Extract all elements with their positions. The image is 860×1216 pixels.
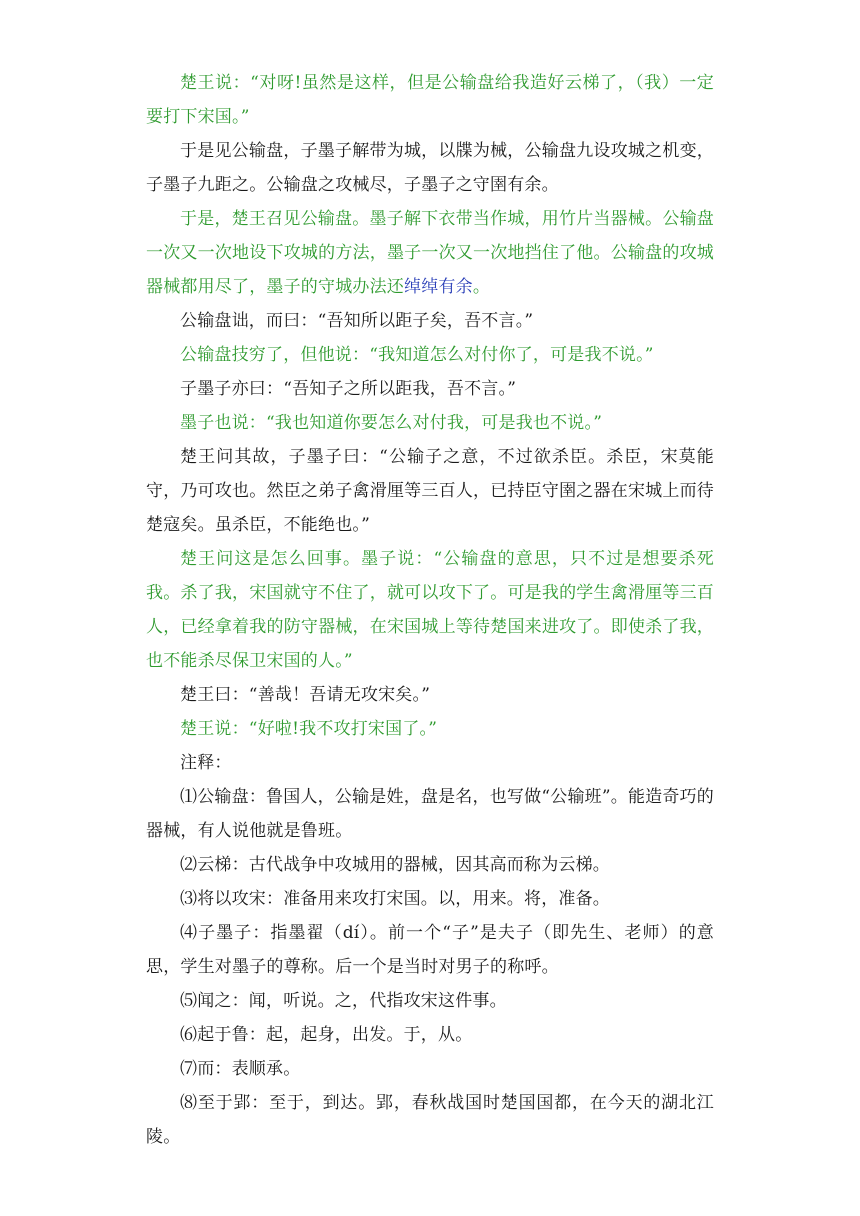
- translation-paragraph: 楚王问这是怎么回事。墨子说：“公输盘的意思，只不过是想要杀死我。杀了我，宋国就守不住了，就可以攻下了。可是我的学生禽滑厘等三百人，已经拿着我的防守器械，在宋国城上等待楚国来进攻了。即使杀了我，也不能杀尽保卫宋国的人。”: [146, 549, 714, 671]
- note-item: ⑹起于鲁：起，起身，出发。于，从。: [180, 1025, 473, 1045]
- classical-paragraph: 于是见公输盘，子墨子解带为城，以牒为械，公输盘九设攻城之机变，子墨子九距之。公输盘之攻械尽，子墨子之守圉有余。: [146, 141, 714, 195]
- classical-paragraph: 楚王问其故，子墨子曰：“公输子之意，不过欲杀臣。杀臣，宋莫能守，乃可攻也。然臣之弟子禽滑厘等三百人，已持臣守圉之器在宋城上而待楚寇矣。虽杀臣，不能绝也。”: [146, 447, 714, 535]
- document-body: [146, 66, 714, 1154]
- notes-heading: 注释：: [180, 753, 232, 773]
- translation-paragraph: 楚王说：“对呀!虽然是这样，但是公输盘给我造好云梯了，（我）一定要打下宋国。”: [146, 73, 714, 127]
- note-item: ⑸闻之：闻，听说。之，代指攻宋这件事。: [180, 991, 507, 1011]
- classical-paragraph: 子墨子亦曰：“吾知子之所以距我，吾不言。”: [180, 379, 517, 399]
- translation-text-end: 。: [472, 277, 491, 297]
- translation-paragraph: 楚王说：“好啦!我不攻打宋国了。”: [180, 719, 438, 739]
- translation-paragraph: [146, 202, 714, 304]
- note-item: ⑵云梯：古代战争中攻城用的器械，因其高而称为云梯。: [180, 855, 610, 875]
- note-item: ⑻至于郢：至于，到达。郢，春秋战国时楚国国都，在今天的湖北江陵。: [146, 1093, 714, 1147]
- translation-text: 于是，楚王召见公输盘。墨子解下衣带当作城，用竹片当器械。公输盘一次又一次地设下攻城的方法，墨子一次又一次地挡住了他。公输盘的攻城器械都用尽了，墨子的守城办法还: [146, 209, 714, 297]
- translation-paragraph: 墨子也说：“我也知道你要怎么对付我，可是我也不说。”: [180, 413, 603, 433]
- classical-paragraph: 楚王曰：“善哉！吾请无攻宋矣。”: [180, 685, 431, 705]
- note-item: ⑴公输盘：鲁国人，公输是姓，盘是名，也写做“公输班”。能造奇巧的器械，有人说他就是鲁班。: [146, 787, 714, 841]
- translation-paragraph: 公输盘技穷了，但他说：“我知道怎么对付你了，可是我不说。”: [180, 345, 654, 365]
- note-item: ⑷子墨子：指墨翟（dí）。前一个“子”是夫子（即先生、老师）的意思，学生对墨子的尊称。后一个是当时对男子的称呼。: [146, 923, 714, 977]
- note-item: ⑺而：表顺承。: [180, 1059, 301, 1079]
- highlighted-phrase: 绰绰有余: [404, 277, 473, 297]
- note-item: ⑶将以攻宋：准备用来攻打宋国。以，用来。将，准备。: [180, 889, 610, 909]
- classical-paragraph: 公输盘诎，而曰：“吾知所以距子矣，吾不言。”: [180, 311, 534, 331]
